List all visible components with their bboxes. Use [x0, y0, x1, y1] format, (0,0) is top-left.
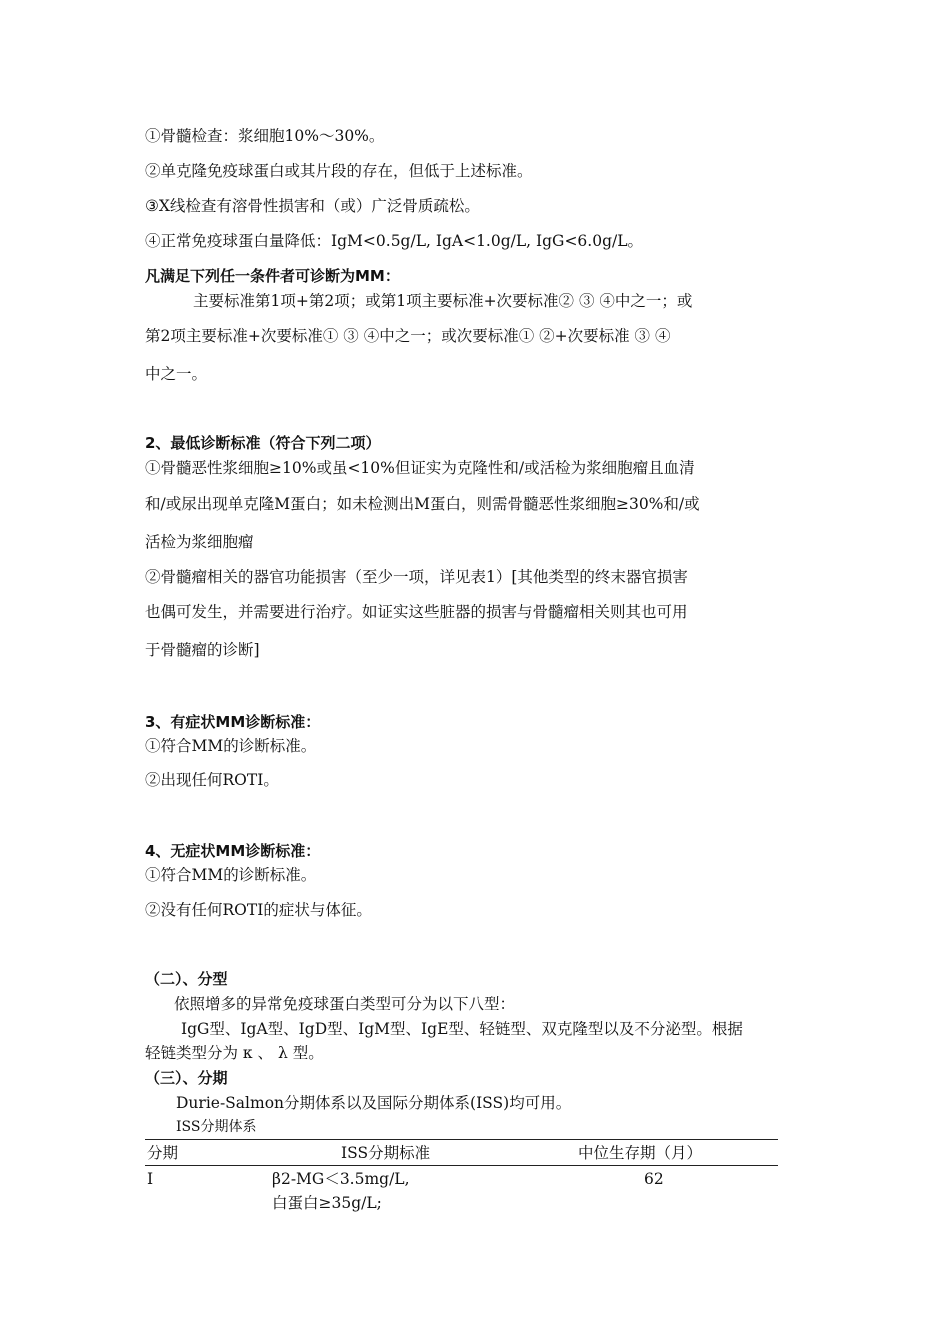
- minor-criterion-2: ②单克隆免疫球蛋白或其片段的存在，但低于上述标准。: [145, 162, 533, 180]
- typing-heading: （二）、分型: [145, 970, 228, 988]
- table-header-criteria: ISS分期标准: [341, 1144, 431, 1162]
- table-caption: ISS分期体系: [176, 1119, 257, 1135]
- section-2-line-6: 于骨髓瘤的诊断]: [145, 641, 260, 659]
- table-top-rule: [145, 1139, 778, 1140]
- section-2-line-2: 和/或尿出现单克隆M蛋白；如未检测出M蛋白，则需骨髓恶性浆细胞≥30%和/或: [145, 495, 700, 513]
- section-2-line-1: ①骨髓恶性浆细胞≥10%或虽<10%但证实为克隆性和/或活检为浆细胞瘤且血清: [145, 459, 695, 477]
- minor-criterion-3: ③X线检查有溶骨性损害和（或）广泛骨质疏松。: [145, 197, 480, 215]
- staging-heading: （三）、分期: [145, 1069, 228, 1087]
- table-header-stage: 分期: [147, 1144, 179, 1162]
- diagnosis-line-2: 第2项主要标准+次要标准① ③ ④中之一；或次要标准① ②+次要标准 ③ ④: [145, 327, 671, 345]
- table-cell-stage: I: [147, 1170, 154, 1188]
- staging-line: Durie-Salmon分期体系以及国际分期体系(ISS)均可用。: [176, 1094, 572, 1112]
- section-2-line-3: 活检为浆细胞瘤: [145, 533, 254, 551]
- section-2-line-4: ②骨髓瘤相关的器官功能损害（至少一项，详见表1）[其他类型的终末器官损害: [145, 568, 688, 586]
- typing-line-2: IgG型、IgA型、IgD型、IgM型、IgE型、轻链型、双克隆型以及不分泌型。根据: [181, 1020, 743, 1038]
- section-4-heading: 4、无症状MM诊断标准：: [145, 842, 321, 860]
- diagnosis-heading: 凡满足下列任一条件者可诊断为MM：: [145, 267, 400, 285]
- table-cell-criteria-2: 白蛋白≥35g/L;: [272, 1194, 382, 1212]
- section-4-line-2: ②没有任何ROTI的症状与体征。: [145, 901, 372, 919]
- table-header-rule: [145, 1165, 778, 1166]
- section-2-line-5: 也偶可发生，并需要进行治疗。如证实这些脏器的损害与骨髓瘤相关则其也可用: [145, 603, 688, 621]
- section-2-heading: 2、最低诊断标准（符合下列二项）: [145, 434, 381, 452]
- table-cell-survival: 62: [644, 1170, 664, 1188]
- diagnosis-line-1: 主要标准第1项+第2项；或第1项主要标准+次要标准② ③ ④中之一；或: [193, 292, 693, 310]
- section-3-heading: 3、有症状MM诊断标准：: [145, 713, 321, 731]
- minor-criterion-1: ①骨髓检查：浆细胞10%～30%。: [145, 127, 385, 145]
- section-3-line-1: ①符合MM的诊断标准。: [145, 737, 317, 755]
- table-header-survival: 中位生存期（月）: [578, 1144, 703, 1162]
- table-cell-criteria-1: β2-MG＜3.5mg/L,: [272, 1170, 410, 1188]
- minor-criterion-4: ④正常免疫球蛋白量降低：IgM<0.5g/L, IgA<1.0g/L, IgG<6.0g/L。: [145, 232, 644, 250]
- section-4-line-1: ①符合MM的诊断标准。: [145, 866, 317, 884]
- diagnosis-line-3: 中之一。: [145, 365, 208, 383]
- section-3-line-2: ②出现任何ROTI。: [145, 771, 279, 789]
- typing-line-3: 轻链类型分为 κ 、 λ 型。: [145, 1044, 324, 1062]
- typing-line-1: 依照增多的异常免疫球蛋白类型可分为以下八型：: [174, 995, 516, 1013]
